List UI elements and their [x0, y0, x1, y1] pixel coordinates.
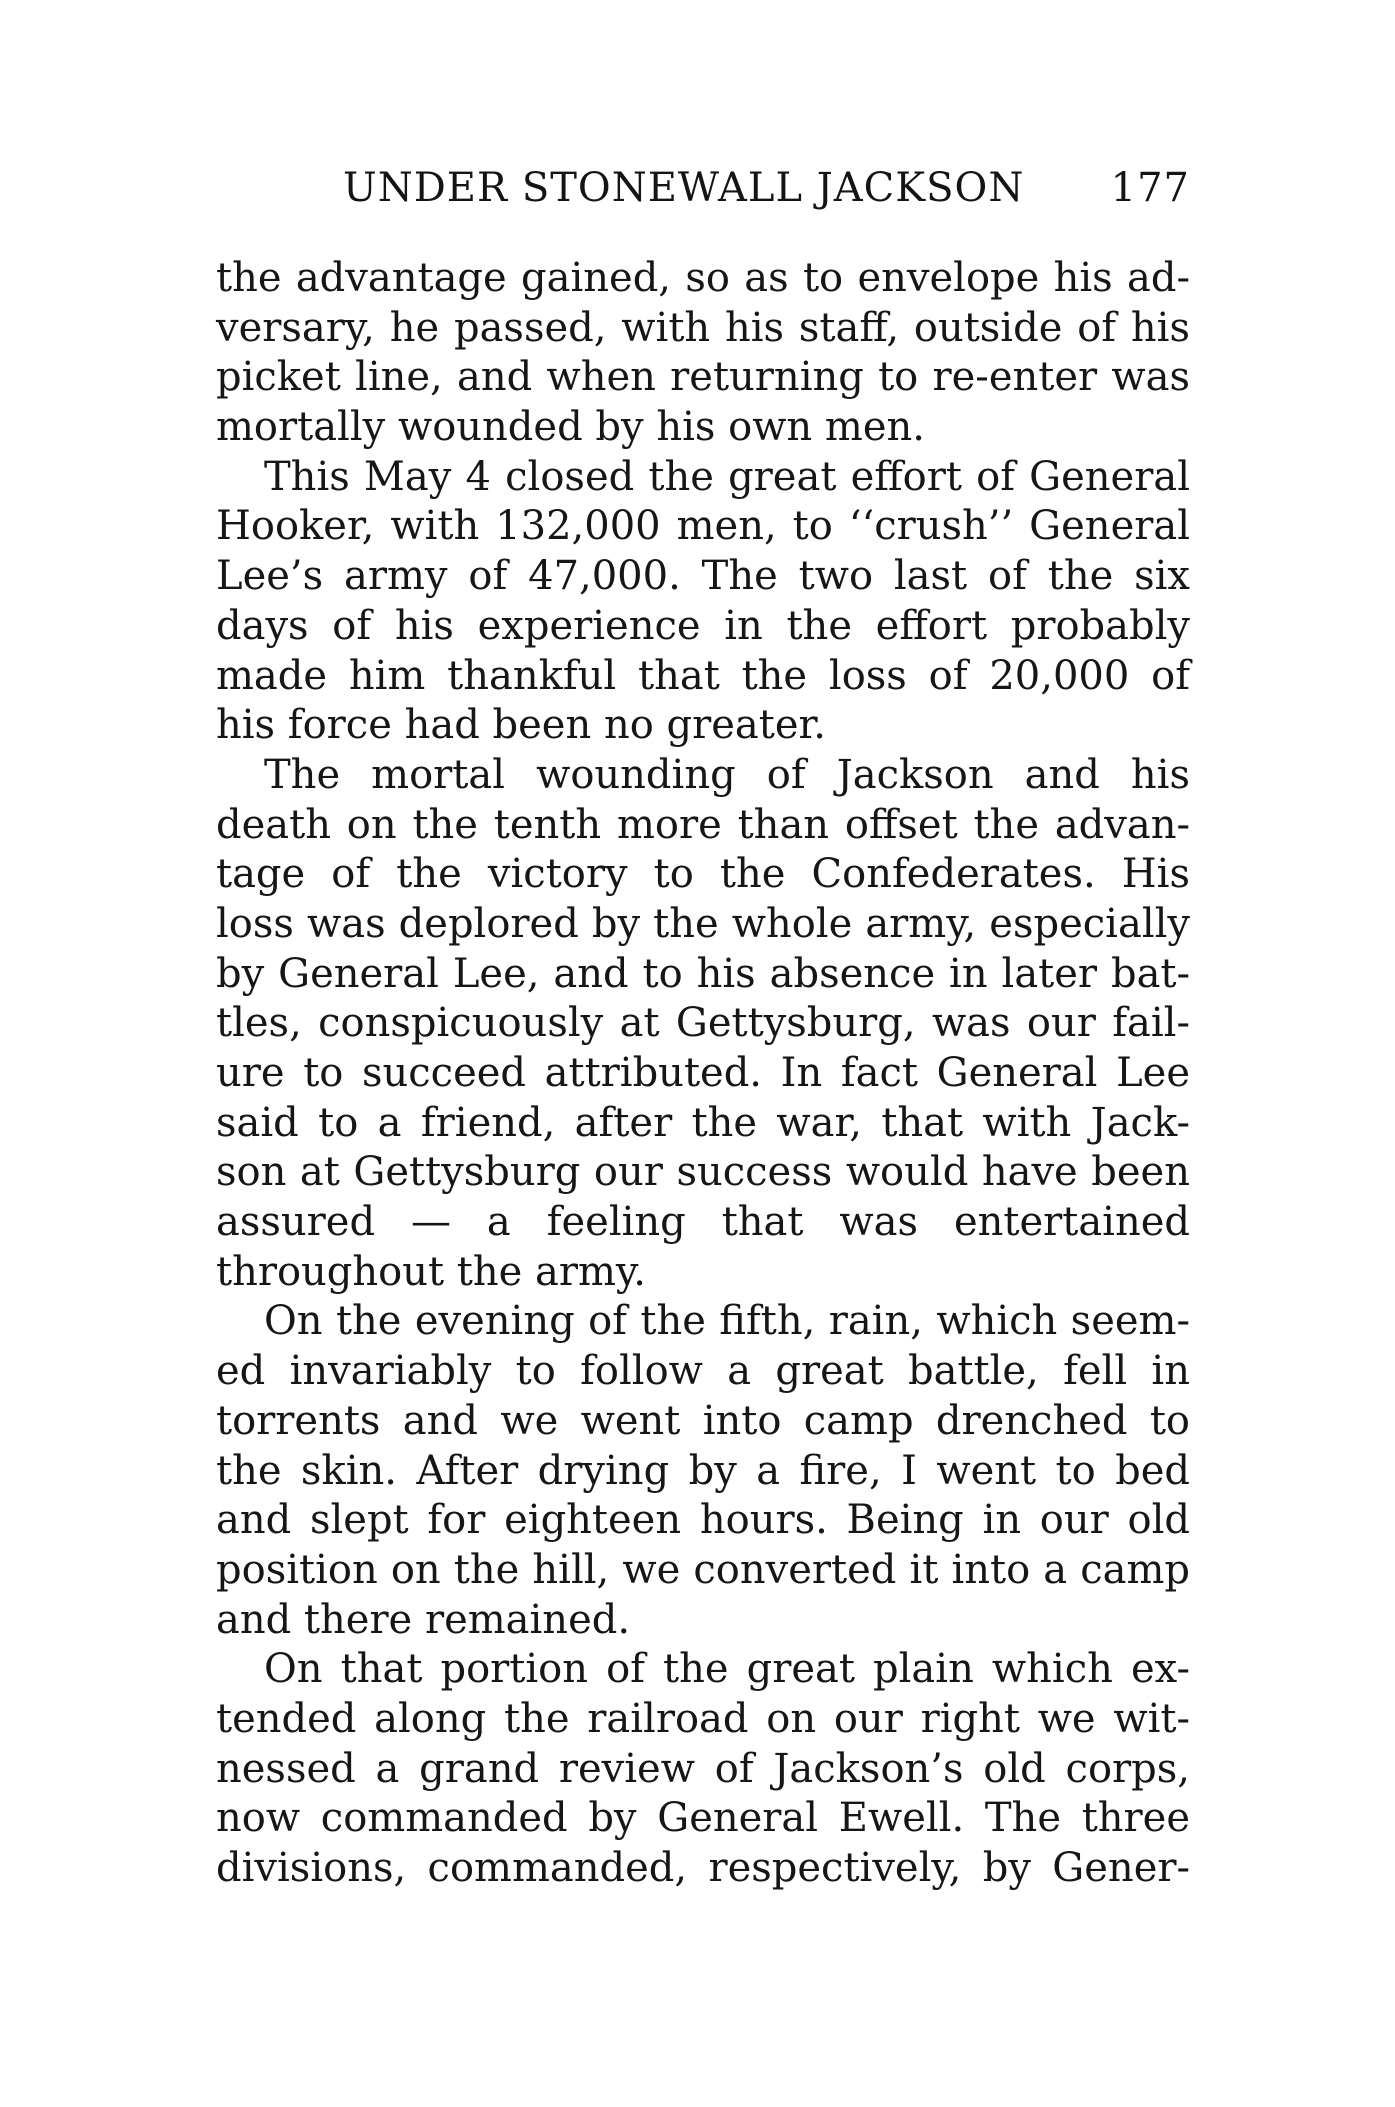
- text-line: divisions, commanded, respectively, by Gener-: [216, 1845, 1190, 1891]
- text-line: Lee’s army of 47,000. The two last of the six: [216, 553, 1190, 600]
- page-number: 177: [1110, 165, 1190, 211]
- text-line: ure to succeed attributed. In fact General Lee: [216, 1050, 1190, 1096]
- body-text: [216, 254, 1190, 1894]
- text-line: made him thankful that the loss of 20,000 of: [216, 652, 1190, 699]
- text-line: death on the tenth more than offset the advan-: [216, 801, 1190, 848]
- text-line: torrents and we went into camp drenched to: [216, 1397, 1190, 1444]
- text-line: son at Gettysburg our success would have been: [216, 1149, 1190, 1196]
- text-line: and there remained.: [216, 1596, 631, 1643]
- text-line: by General Lee, and to his absence in later bat-: [216, 950, 1190, 997]
- text-line: ed invariably to follow a great battle, fell in: [216, 1348, 1190, 1395]
- text-line: his force had been no greater.: [216, 702, 826, 749]
- text-line: days of his experience in the effort probably: [216, 602, 1190, 649]
- text-line: mortally wounded by his own men.: [216, 404, 925, 451]
- text-line: tended along the railroad on our right we wit-: [216, 1695, 1190, 1742]
- text-line: This May 4 closed the great effort of General: [264, 453, 1190, 500]
- text-line: and slept for eighteen hours. Being in our old: [216, 1497, 1190, 1544]
- text-line: nessed a grand review of Jackson’s old corps,: [216, 1745, 1190, 1792]
- text-line: On the evening of the fifth, rain, which seem-: [264, 1298, 1190, 1345]
- running-head: [216, 160, 1190, 216]
- text-line: the advantage gained, so as to envelope his ad-: [216, 255, 1190, 301]
- text-line: On that portion of the great plain which ex-: [264, 1646, 1190, 1693]
- text-line: said to a friend, after the war, that with Jack-: [216, 1099, 1190, 1146]
- paragraph-2: [216, 453, 1190, 751]
- text-line: loss was deplored by the whole army, especially: [216, 900, 1190, 947]
- paragraph-5: [216, 1645, 1190, 1893]
- paragraph-4: [216, 1297, 1190, 1645]
- text-line: versary, he passed, with his staff, outside of his: [216, 304, 1190, 351]
- text-line: picket line, and when returning to re-enter was: [216, 354, 1190, 401]
- text-line: tage of the victory to the Confederates. His: [216, 851, 1190, 898]
- text-line: tles, conspicuously at Gettysburg, was our fail-: [216, 1000, 1190, 1047]
- paragraph-1: [216, 254, 1190, 453]
- paragraph-3: [216, 751, 1190, 1298]
- text-line: now commanded by General Ewell. The three: [216, 1795, 1190, 1842]
- text-line: position on the hill, we converted it into a camp: [216, 1546, 1190, 1593]
- text-line: throughout the army.: [216, 1248, 646, 1295]
- text-line: Hooker, with 132,000 men, to ‘‘crush’’ General: [216, 503, 1190, 550]
- running-title: UNDER STONEWALL JACKSON: [343, 165, 1025, 211]
- text-line: the skin. After drying by a fire, I went to bed: [216, 1447, 1190, 1494]
- text-line: The mortal wounding of Jackson and his: [264, 751, 1190, 798]
- text-line: assured — a feeling that was entertained: [216, 1199, 1190, 1246]
